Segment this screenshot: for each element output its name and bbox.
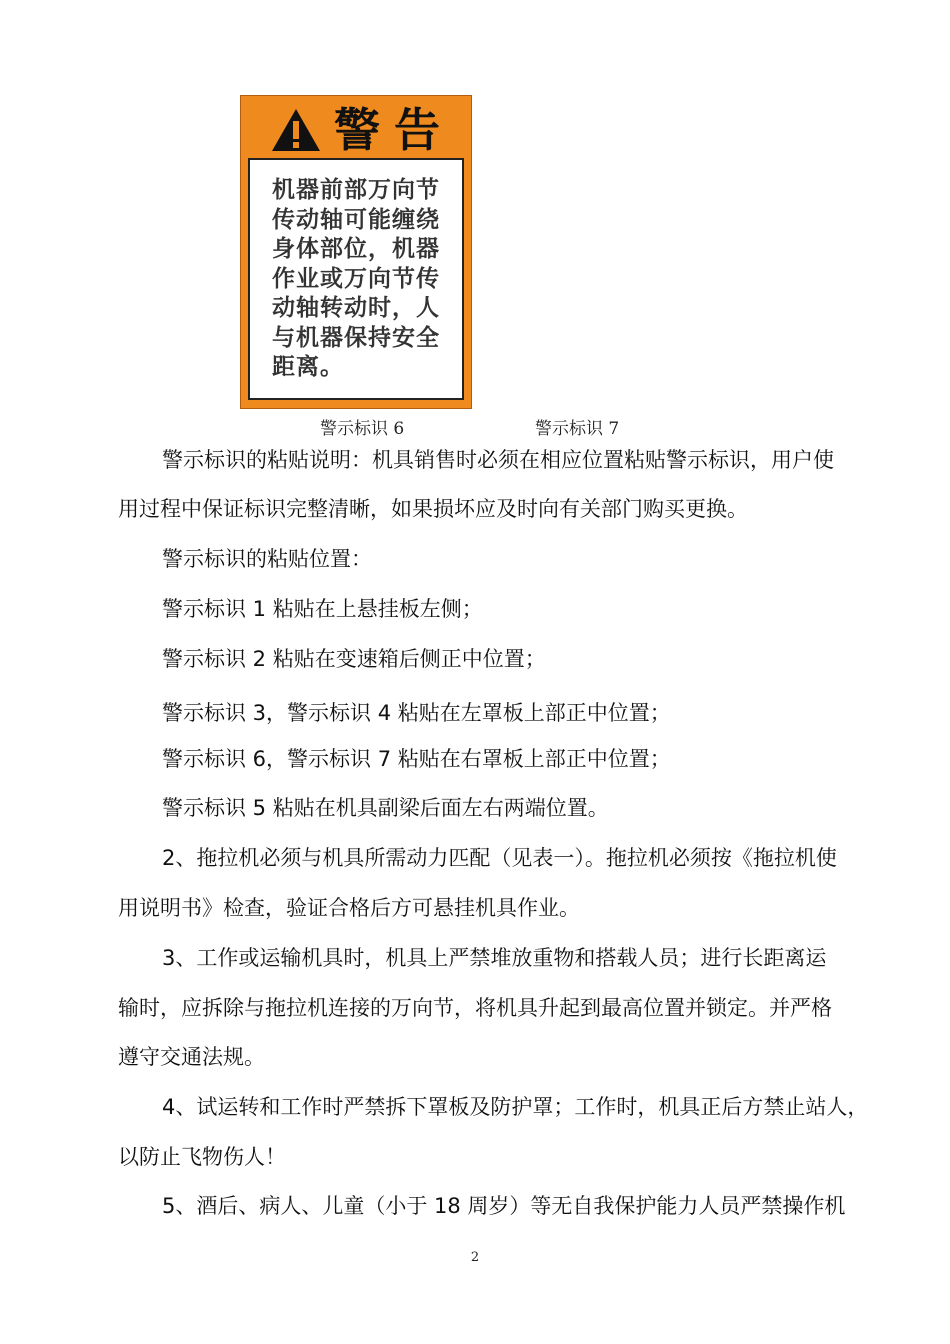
page-number: 2	[470, 1250, 480, 1265]
paragraph-line: 警示标识 5 粘贴在机具副梁后面左右两端位置。	[162, 796, 609, 820]
warning-triangle-icon	[270, 107, 322, 153]
paragraph-line: 3、工作或运输机具时，机具上严禁堆放重物和搭载人员；进行长距离运	[162, 946, 827, 970]
paragraph-line: 警示标识 2 粘贴在变速箱后侧正中位置；	[162, 647, 546, 671]
warning-sign	[240, 95, 472, 409]
paragraph-line: 以防止飞物伤人！	[118, 1145, 286, 1169]
paragraph-line: 警示标识的粘贴说明：机具销售时必须在相应位置粘贴警示标识，用户使	[162, 448, 834, 472]
paragraph-line: 用过程中保证标识完整清晰，如果损坏应及时向有关部门购买更换。	[118, 497, 748, 521]
paragraph-line: 用说明书》检查，验证合格后方可悬挂机具作业。	[118, 896, 580, 920]
paragraph-line: 遵守交通法规。	[118, 1045, 265, 1069]
paragraph-line: 5、酒后、病人、儿童（小于 18 周岁）等无自我保护能力人员严禁操作机	[162, 1194, 846, 1218]
paragraph-line: 警示标识 6，警示标识 7 粘贴在右罩板上部正中位置；	[162, 747, 671, 771]
caption-sign-6: 警示标识 6	[320, 419, 405, 439]
paragraph-line: 输时，应拆除与拖拉机连接的万向节，将机具升起到最高位置并锁定。并严格	[118, 996, 832, 1020]
warning-sign-header	[248, 102, 464, 158]
paragraph-line: 4、试运转和工作时严禁拆下罩板及防护罩；工作时，机具正后方禁止站人，	[162, 1095, 869, 1119]
warning-sign-text: 机器前部万向节 传动轴可能缠绕 身体部位，机器 作业或万向节传 动轴转动时，人 与机器保持安全 距离。	[272, 177, 440, 380]
paragraph-line: 警示标识 1 粘贴在上悬挂板左侧；	[162, 597, 483, 621]
warning-sign-title: 警告	[334, 103, 454, 157]
caption-sign-7: 警示标识 7	[535, 419, 620, 439]
warning-sign-panel	[248, 158, 464, 400]
paragraph-line: 2、拖拉机必须与机具所需动力匹配（见表一）。拖拉机必须按《拖拉机使	[162, 846, 837, 870]
paragraph-line: 警示标识的粘贴位置：	[162, 547, 372, 571]
paragraph-line: 警示标识 3，警示标识 4 粘贴在左罩板上部正中位置；	[162, 701, 671, 725]
